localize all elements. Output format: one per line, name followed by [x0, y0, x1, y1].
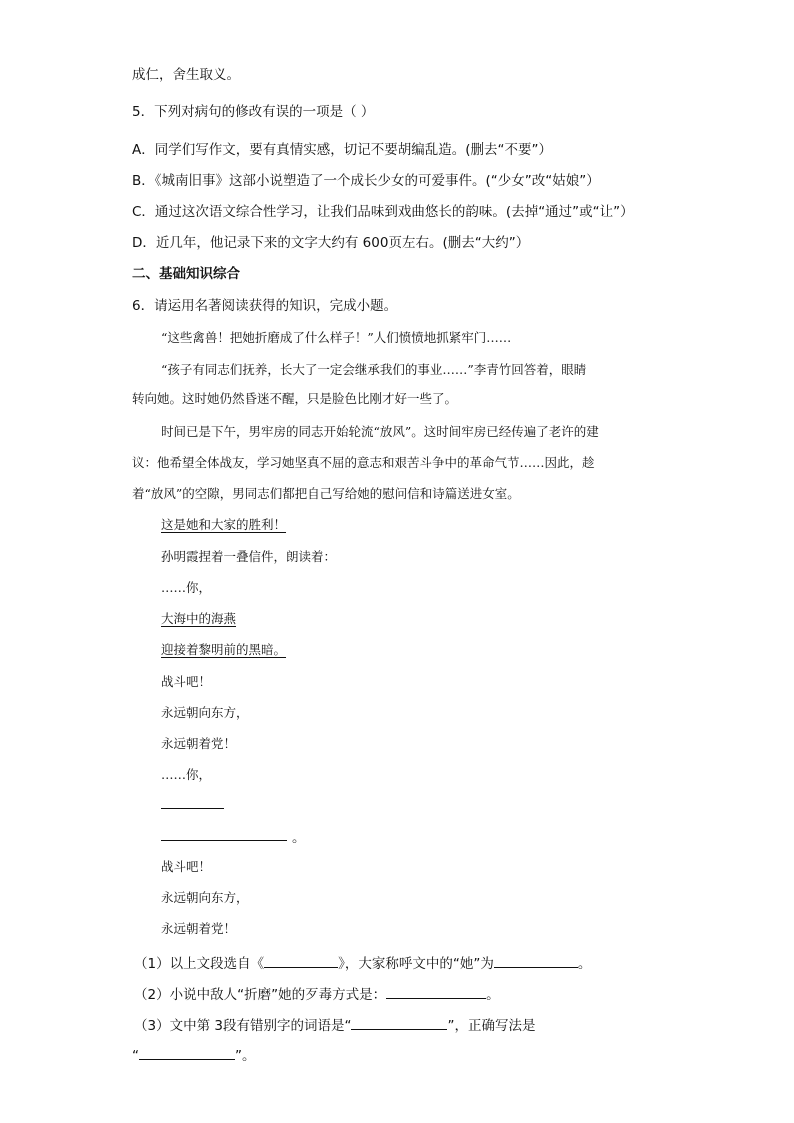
poem-end-line: 永远朝着党！ [161, 921, 237, 936]
passage-para-3-line-2: 议：他希望全体战友，学习她坚真不屈的意志和艰苦斗争中的革命气节……因此，趁 [132, 455, 595, 470]
victory-line: 这是她和大家的胜利！ [161, 517, 287, 532]
sub3-close-quote: ”。 [235, 1048, 256, 1064]
sub2-text-a: （2）小说中敌人“折磨”她的歹毒方式是： [134, 987, 387, 1003]
sub2-text-b: 。 [486, 987, 500, 1003]
passage-para-2-line-1: “孩子有同志们抚养，长大了一定会继承我们的事业……”李青竹回答着，眼睛 [161, 362, 587, 377]
correct-word-blank[interactable] [139, 1045, 235, 1060]
sub-question-3-cont [132, 1045, 256, 1066]
sub-question-1 [134, 953, 591, 974]
poem-blank-period: 。 [292, 830, 306, 846]
passage-para-1: “这些禽兽！把她折磨成了什么样子！”人们愤愤地抓紧牢门…… [161, 330, 512, 345]
poem-line: ……你， [161, 767, 212, 782]
section-title: 二、基础知识综合 [132, 266, 240, 282]
poem-end-line: 战斗吧！ [161, 859, 212, 874]
sub1-text-c: 。 [577, 956, 592, 972]
sub3-open-quote: “ [132, 1048, 139, 1064]
poem-line: 迎接着黎明前的黑暗。 [161, 642, 287, 657]
poem-line: 大海中的海燕 [161, 611, 237, 626]
torture-method-blank[interactable] [386, 984, 486, 999]
q5-option-a: A．同学们写作文，要有真情实感，切记不要胡编乱造。(删去“不要”） [132, 142, 552, 158]
sub3-text-b: ”，正确写法是 [447, 1018, 536, 1034]
poem-line: 永远朝向东方， [161, 705, 249, 720]
wrong-word-blank[interactable] [351, 1015, 447, 1030]
q5-option-d: D．近几年，他记录下来的文字大约有 600页左右。(删去“大约”） [132, 235, 530, 251]
poem-line: 永远朝着党！ [161, 736, 237, 751]
q6-stem: 6．请运用名著阅读获得的知识，完成小题。 [132, 298, 398, 314]
passage-para-3-line-1: 时间已是下午，男牢房的同志开始轮流“放风”。这时间牢房已经传遍了老许的建 [161, 424, 599, 439]
passage-para-2-line-2: 转向她。这时她仍然昏迷不醒，只是脸色比刚才好一些了。 [132, 391, 458, 406]
sub-question-3 [134, 1015, 535, 1036]
poem-end-line: 永远朝向东方， [161, 890, 249, 905]
her-title-blank[interactable] [494, 953, 578, 968]
poem-blank-2[interactable] [161, 840, 287, 841]
reading-line: 孙明霞捏着一叠信件，朗读着： [161, 549, 337, 564]
poem-line: ……你， [161, 580, 212, 595]
sub3-text-a: （3）文中第 3段有错别字的词语是“ [134, 1018, 352, 1034]
poem-line: 战斗吧！ [161, 674, 212, 689]
q5-option-c: C．通过这次语文综合性学习，让我们品味到戏曲悠长的韵味。(去掉“通过”或“让”） [132, 204, 634, 220]
sub1-text-a: （1）以上文段选自《 [134, 956, 265, 972]
intro-line: 成仁，舍生取义。 [132, 67, 240, 83]
sub1-text-b: 》，大家称呼文中的“她”为 [338, 956, 494, 972]
sub-question-2 [134, 984, 500, 1005]
q5-option-b: B．《城南旧事》这部小说塑造了一个成长少女的可爱事件。(“少女”改“姑娘”） [132, 173, 600, 189]
passage-para-3-line-3: 着“放风”的空隙，男同志们都把自己写给她的慰问信和诗篇送进女室。 [132, 486, 520, 501]
q5-stem: 5．下列对病句的修改有误的一项是（ ） [132, 104, 375, 120]
poem-blank-1[interactable] [161, 808, 224, 809]
book-title-blank[interactable] [264, 953, 338, 968]
